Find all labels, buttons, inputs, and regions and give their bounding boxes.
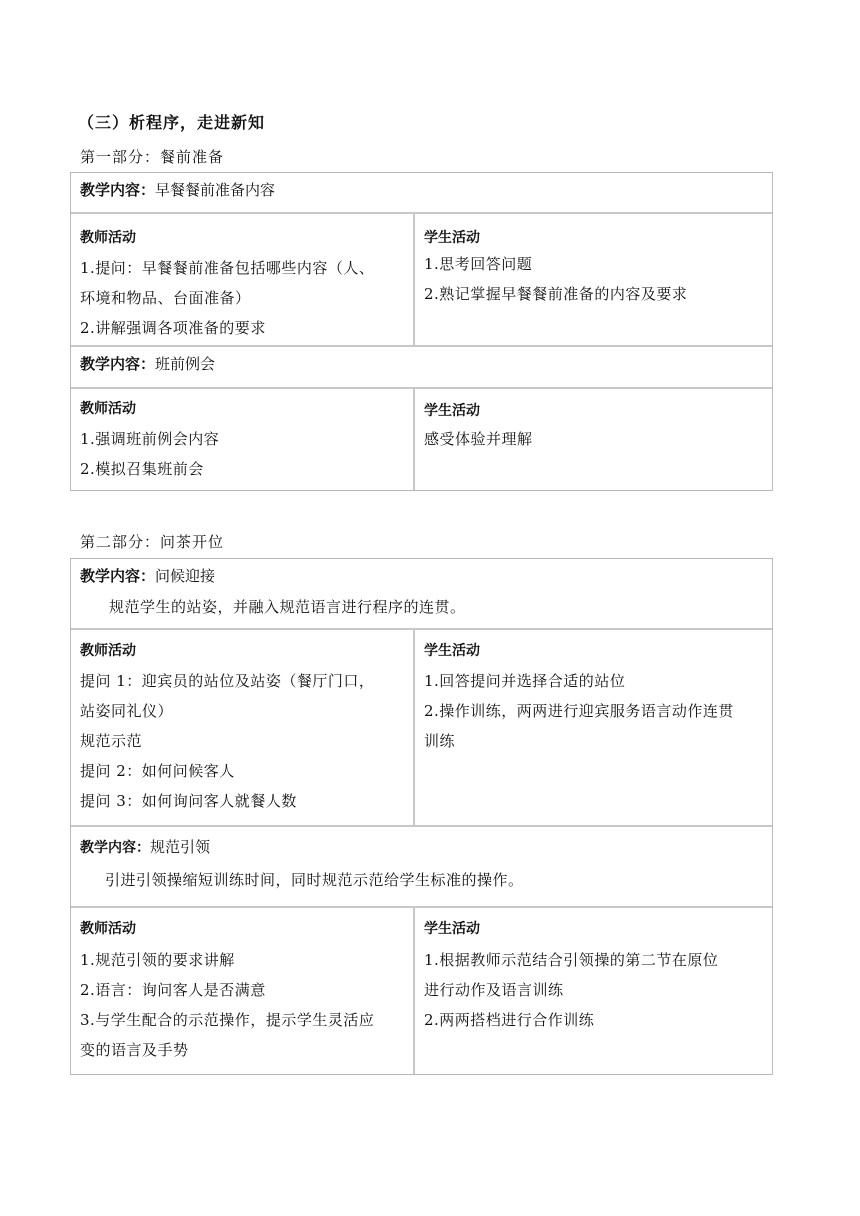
teacher-activity-cell	[71, 630, 415, 825]
part1-title: 第一部分：餐前准备	[80, 148, 225, 166]
student-line: 2.熟记掌握早餐餐前准备的内容及要求	[424, 285, 688, 303]
content-label: 教学内容：	[80, 840, 150, 856]
teacher-line: 2.模拟召集班前会	[80, 460, 204, 478]
student-activity-title: 学生活动	[424, 403, 480, 419]
teacher-line: 1.强调班前例会内容	[80, 430, 220, 448]
activity-row	[71, 389, 772, 490]
teacher-activity-title: 教师活动	[80, 643, 136, 659]
teacher-line: 提问 2：如何问候客人	[80, 762, 235, 780]
teacher-activity-cell	[71, 214, 415, 345]
student-line: 1.思考回答问题	[424, 255, 533, 273]
activity-row	[71, 630, 772, 827]
content-text: 规范引领	[150, 838, 211, 856]
teacher-activity-title: 教师活动	[80, 230, 136, 246]
student-activity-title: 学生活动	[424, 230, 480, 246]
content-row	[71, 559, 772, 630]
student-activity-cell	[415, 389, 772, 490]
content-row	[71, 173, 772, 214]
content-description: 引进引领操缩短训练时间，同时规范示范给学生标准的操作。	[105, 871, 524, 889]
student-line: 1.根据教师示范结合引领操的第二节在原位	[424, 951, 719, 969]
teacher-line: 环境和物品、台面准备）	[80, 289, 251, 307]
content-label: 教学内容：	[80, 567, 156, 585]
teacher-line: 1.规范引领的要求讲解	[80, 951, 235, 969]
student-activity-title: 学生活动	[424, 643, 480, 659]
content-row	[71, 827, 772, 908]
teacher-activity-cell	[71, 389, 415, 490]
teacher-line: 站姿同礼仪）	[80, 702, 174, 720]
teacher-activity-cell	[71, 908, 415, 1074]
content-label: 教学内容：	[80, 181, 156, 199]
content-text: 班前例会	[155, 355, 216, 373]
part2-table	[70, 558, 773, 1075]
section-heading: （三）析程序，走进新知	[78, 113, 266, 132]
teacher-line: 1.提问：早餐餐前准备包括哪些内容（人、	[80, 259, 375, 277]
teacher-line: 3.与学生配合的示范操作，提示学生灵活应	[80, 1011, 375, 1029]
content-text: 问候迎接	[155, 567, 216, 585]
teacher-activity-title: 教师活动	[80, 921, 136, 937]
content-description: 规范学生的站姿，并融入规范语言进行程序的连贯。	[109, 598, 466, 616]
part2-title: 第二部分：问茶开位	[80, 533, 225, 551]
activity-row	[71, 214, 772, 347]
student-activity-cell	[415, 214, 772, 345]
student-activity-cell	[415, 908, 772, 1074]
teacher-line: 2.讲解强调各项准备的要求	[80, 319, 266, 337]
teacher-line: 提问 3：如何询问客人就餐人数	[80, 792, 297, 810]
student-line: 1.回答提问并选择合适的站位	[424, 672, 626, 690]
student-line: 训练	[424, 732, 456, 750]
teacher-line: 提问 1：迎宾员的站位及站姿（餐厅门口，	[80, 672, 375, 690]
part1-table	[70, 172, 773, 491]
student-activity-cell	[415, 630, 772, 825]
teacher-line: 规范示范	[80, 732, 143, 750]
content-label: 教学内容：	[80, 355, 156, 373]
teacher-line: 变的语言及手势	[80, 1041, 189, 1059]
student-line: 2.操作训练，两两进行迎宾服务语言动作连贯	[424, 702, 734, 720]
teacher-line: 2.语言：询问客人是否满意	[80, 981, 266, 999]
student-line: 感受体验并理解	[424, 430, 533, 448]
student-activity-title: 学生活动	[424, 921, 480, 937]
student-line: 进行动作及语言训练	[424, 981, 564, 999]
activity-row	[71, 908, 772, 1074]
content-text: 早餐餐前准备内容	[155, 181, 276, 199]
student-line: 2.两两搭档进行合作训练	[424, 1011, 595, 1029]
teacher-activity-title: 教师活动	[80, 401, 136, 417]
content-row	[71, 347, 772, 389]
